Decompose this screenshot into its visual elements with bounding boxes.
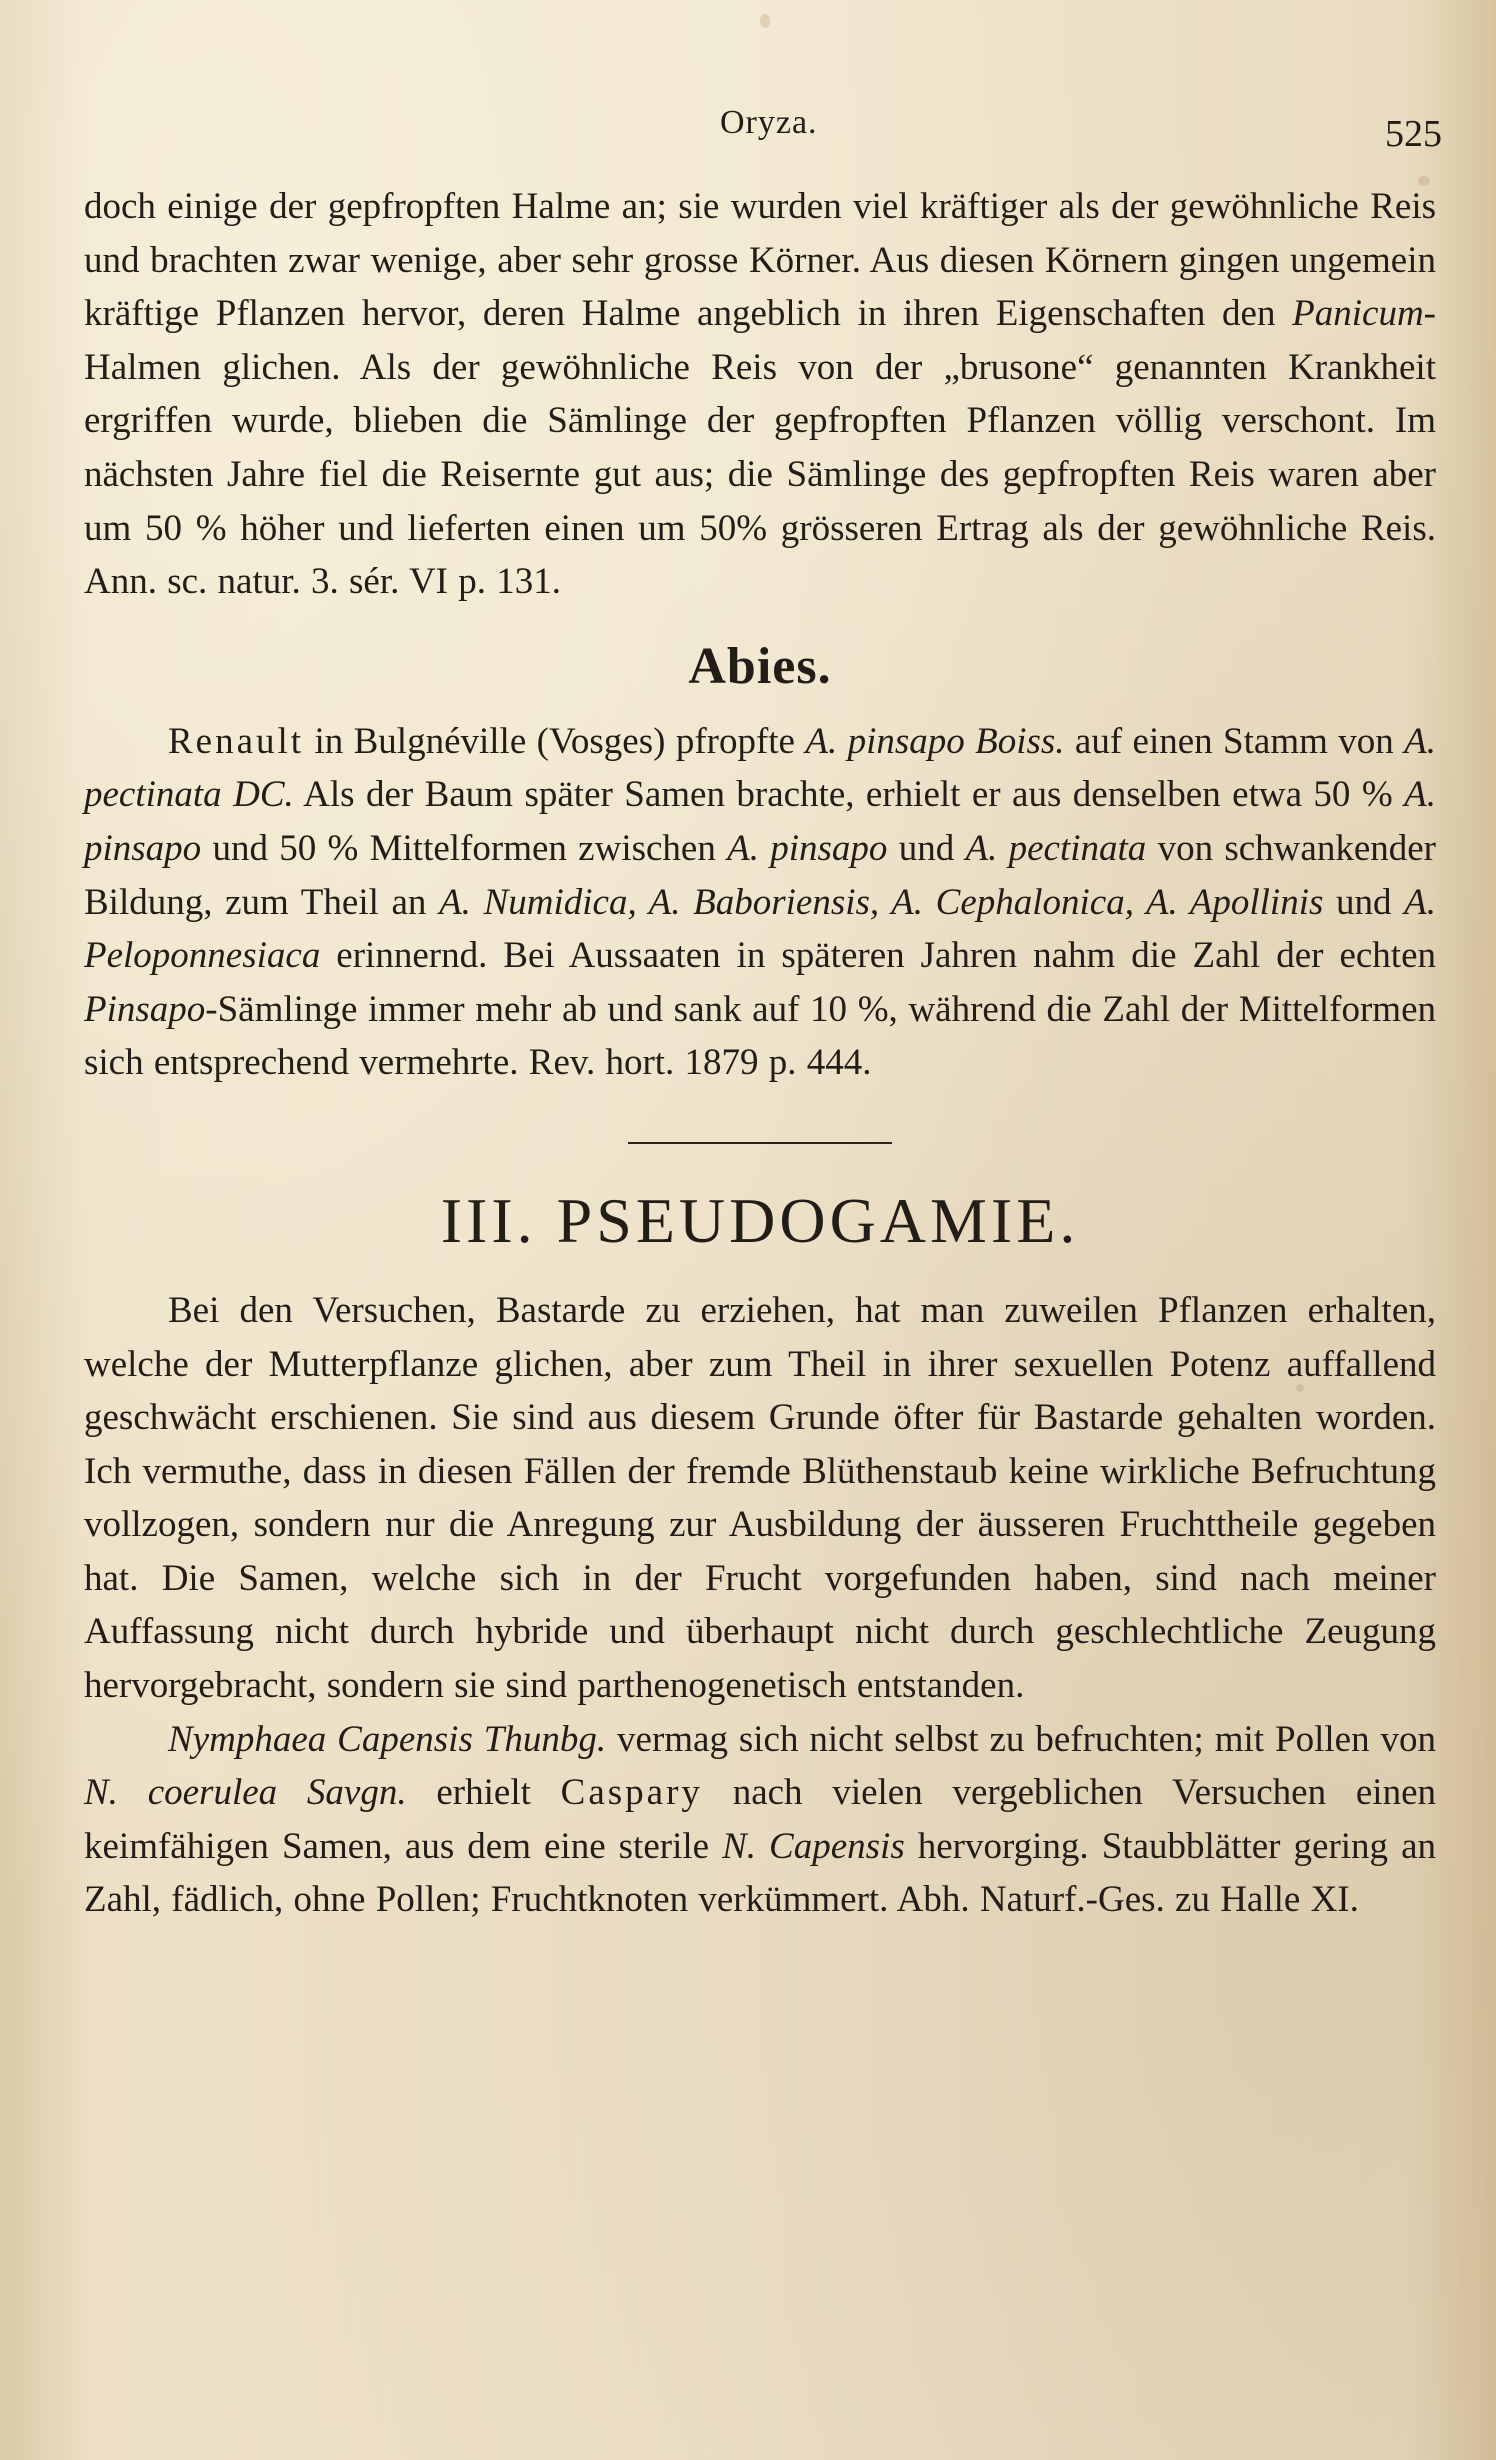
author-name: Renault	[168, 720, 305, 762]
oryza-paragraph: doch einige der gepfropften Halme an; sie wurden viel kräftiger als der gewöhnliche Reis und brachten zwar wenige, aber sehr grosse Körner. Aus diesen Körnern gingen ungemein kräftige Pflanzen hervor, deren Halme angeblich in ihren Eigenschaften den Panicum-Halmen glichen. Als der gewöhnliche Reis von der „brusone“ genannten Krankheit ergriffen wurde, blieben die Sämlinge der gepfropften Pflanzen völlig verschont. Im nächsten Jahre fiel die Reisernte gut aus; die Sämlinge des gepfropften Reis waren aber um 50 % höher und lieferten einen um 50% grösseren Ertrag als der gewöhnliche Reis. Ann. sc. natur. 3. sér. VI p. 131.	[84, 186, 1436, 603]
italic-text: A. pectinata DC.	[84, 720, 1436, 816]
abies-paragraph: Renault in Bulgnéville (Vosges) pfropfte A. pinsapo Boiss. auf einen Stamm von A. pectinata DC. Als der Baum später Samen brachte, erhielt er aus denselben etwa 50 % A. pinsapo und 50 % Mittelformen zwischen A. pinsapo und A. pectinata von schwankender Bildung, zum Theil an A. Numidica, A. Baboriensis, A. Cephalonica, A. Apollinis und A. Peloponnesiaca erinnernd. Bei Aussaaten in späteren Jahren nahm die Zahl der echten Pinsapo-Sämlinge immer mehr ab und sank auf 10 %, während die Zahl der Mittelformen sich entsprechend vermehrte. Rev. hort. 1879 p. 444.	[84, 720, 1437, 1084]
italic-text: A. pinsapo Boiss.	[805, 720, 1065, 762]
italic-text: A. Peloponnesiaca	[84, 881, 1437, 977]
italic-text: A. pectinata	[965, 827, 1147, 869]
italic-text: Panicum-	[1292, 293, 1436, 335]
page-number: 525	[1385, 113, 1442, 155]
italic-text: A. pinsapo	[727, 827, 888, 869]
italic-text: A. Numidica, A. Baboriensis, A. Cephalonica, A. Apollinis	[439, 881, 1324, 923]
page-content	[84, 180, 1436, 1927]
running-head	[0, 104, 1496, 154]
running-title: Oryza.	[720, 104, 818, 141]
pseudogamie-paragraph: Bei den Versuchen, Bastarde zu erziehen, hat man zuweilen Pflanzen erhalten, welche der Mutterpflanze glichen, aber zum Theil in ihrer sexuellen Potenz auffallend geschwächt erschienen. Sie sind aus diesem Grunde öfter für Bastarde gehalten worden. Ich vermuthe, dass in diesen Fällen der fremde Blüthenstaub keine wirkliche Befruchtung vollzogen, sondern nur die Anregung zur Ausbildung der äusseren Fruchttheile gegeben hat. Die Samen, welche sich in der Frucht vorgefunden haben, sind nach meiner Auffassung nicht durch hybride und überhaupt nicht durch geschlechtliche Zeugung hervorgebracht, sondern sie sind parthenogenetisch entstanden.	[84, 1289, 1436, 1707]
italic-text: N. coerulea Savgn.	[84, 1772, 407, 1814]
foxing-spot	[760, 14, 770, 28]
italic-text: Pinsapo	[84, 988, 206, 1030]
nymphaea-paragraph: Nymphaea Capensis Thunbg. vermag sich nicht selbst zu befruchten; mit Pollen von N. coerulea Savgn. erhielt Caspary nach vielen vergeblichen Versuchen einen keimfähigen Samen, aus dem eine sterile N. Capensis hervorging. Staubblätter gering an Zahl, fädlich, ohne Pollen; Fruchtknoten verkümmert. Abh. Naturf.-Ges. zu Halle XI.	[84, 1718, 1437, 1921]
italic-text: A. pinsapo	[84, 774, 1436, 869]
italic-text: Nymphaea Capensis Thunbg.	[168, 1718, 607, 1760]
abies-heading: Abies.	[688, 637, 832, 695]
section-divider	[628, 1142, 892, 1144]
pseudogamie-heading: III. PSEUDOGAMIE.	[440, 1184, 1080, 1256]
italic-text: N. Capensis	[722, 1825, 905, 1867]
author-name: Caspary	[560, 1772, 703, 1814]
